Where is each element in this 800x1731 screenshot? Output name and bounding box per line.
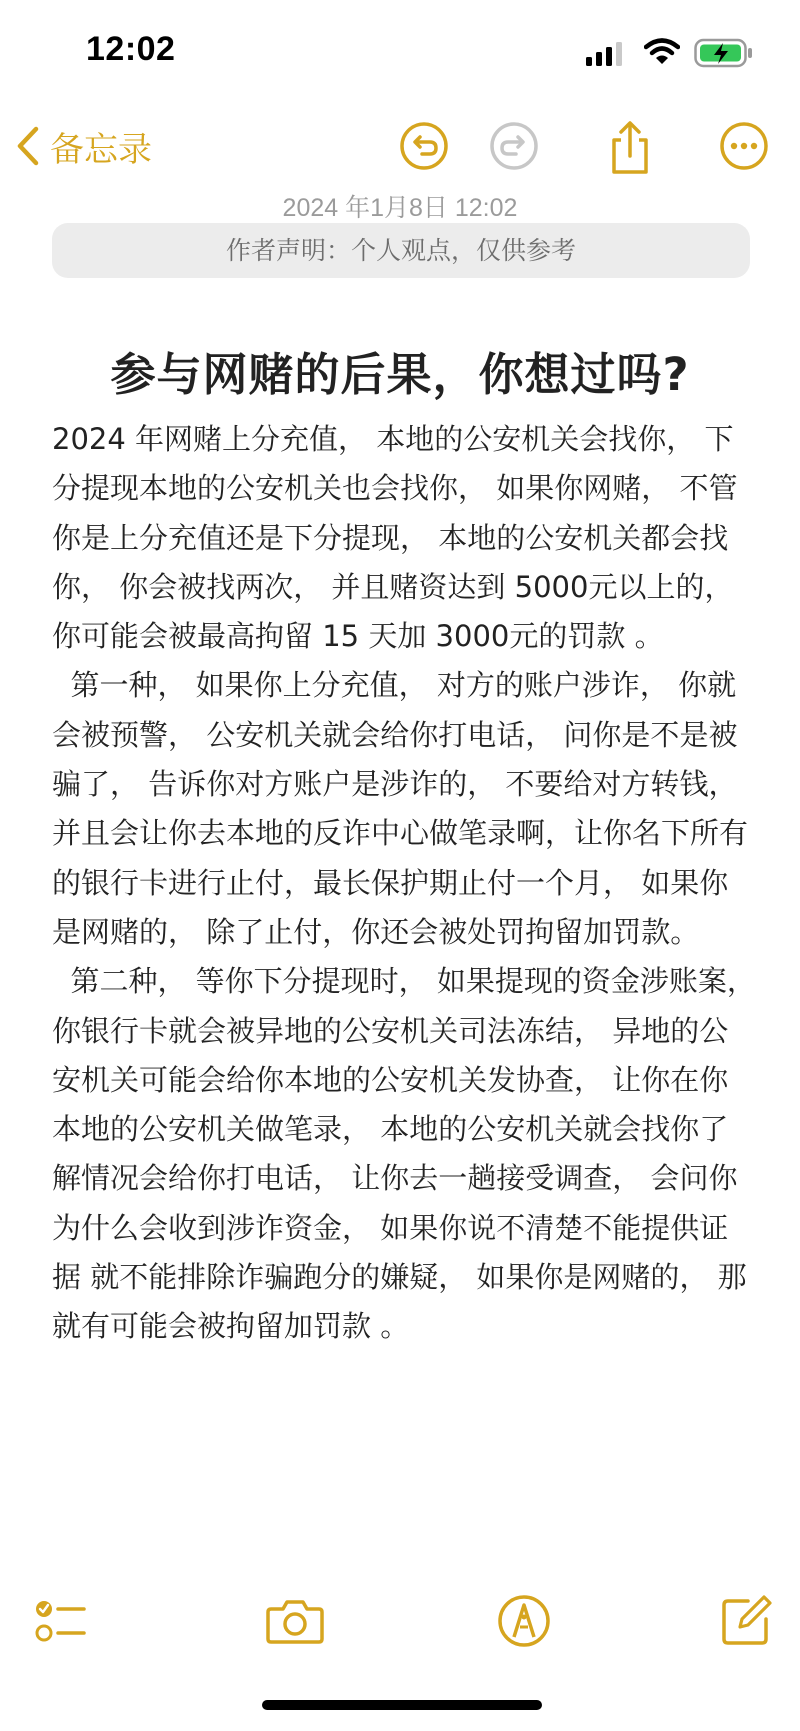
home-indicator[interactable] (262, 1700, 542, 1710)
camera-button[interactable] (265, 1593, 321, 1649)
camera-icon (265, 1593, 325, 1649)
battery-charging-icon (694, 38, 754, 68)
note-title[interactable]: 参与网赌的后果，你想过吗? (110, 348, 690, 401)
note-paragraph: 第一种， 如果你上分充值， 对方的账户涉诈， 你就会被预警， 公安机关就会给你打电话， 问你是不是被骗了， 告诉你对方账户是涉诈的， 不要给对方转钱， 并且会让你去本地的反诈中心做笔录啊，让你名下所有的银行卡进行止付，最长保护期止付一个月， 如果你是网赌的， 除了止付，你还会被处罚拘留加罚款。 (52, 668, 749, 949)
note-body[interactable] (52, 415, 756, 1352)
redo-button[interactable] (488, 120, 540, 172)
compose-button[interactable] (718, 1593, 774, 1649)
share-icon (604, 120, 656, 176)
checklist-icon (34, 1593, 90, 1649)
bottom-toolbar (0, 1583, 800, 1653)
checklist-button[interactable] (34, 1593, 90, 1649)
author-disclaimer-banner: 作者声明：个人观点，仅供参考 (52, 223, 750, 278)
markup-pen-icon (496, 1593, 552, 1649)
undo-icon (398, 120, 450, 172)
back-button-label: 备忘录 (50, 129, 152, 170)
status-bar (0, 0, 800, 100)
chevron-left-icon (16, 126, 40, 166)
share-button[interactable] (604, 120, 656, 172)
markup-button[interactable] (496, 1593, 552, 1649)
note-paragraph: 第二种， 等你下分提现时， 如果提现的资金涉账案，你银行卡就会被异地的公安机关司法冻结， 异地的公安机关可能会给你本地的公安机关发协查， 让你在你本地的公安机关做笔录， 本地的公安机关就会找你了解情况会给你打电话， 让你去一趟接受调查， 会问你为什么会收到涉诈资金， 如果你说不清楚不能提供证据 就不能排除诈骗跑分的嫌疑， 如果你是网赌的， 那就有可能会被拘留加罚款 。 (52, 964, 756, 1344)
compose-icon (718, 1593, 774, 1649)
redo-icon (488, 120, 540, 172)
note-paragraph: 2024 年网赌上分充值， 本地的公安机关会找你， 下分提现本地的公安机关也会找你， 如果你网赌， 不管你是上分充值还是下分提现， 本地的公安机关都会找你， 你会被找两次， 并且赌资达到 5000元以上的， 你可能会被最高拘留 15 天加 3000元的罚款 。 (52, 422, 743, 654)
more-button[interactable] (718, 120, 770, 172)
status-time: 12:02 (86, 30, 176, 68)
more-icon (718, 120, 770, 172)
cellular-signal-icon (586, 42, 626, 66)
note-date: 2024 年1月8日 12:02 (282, 194, 518, 222)
undo-button[interactable] (398, 120, 450, 172)
back-button[interactable] (16, 118, 152, 174)
nav-bar (0, 110, 800, 182)
wifi-icon (644, 38, 680, 66)
